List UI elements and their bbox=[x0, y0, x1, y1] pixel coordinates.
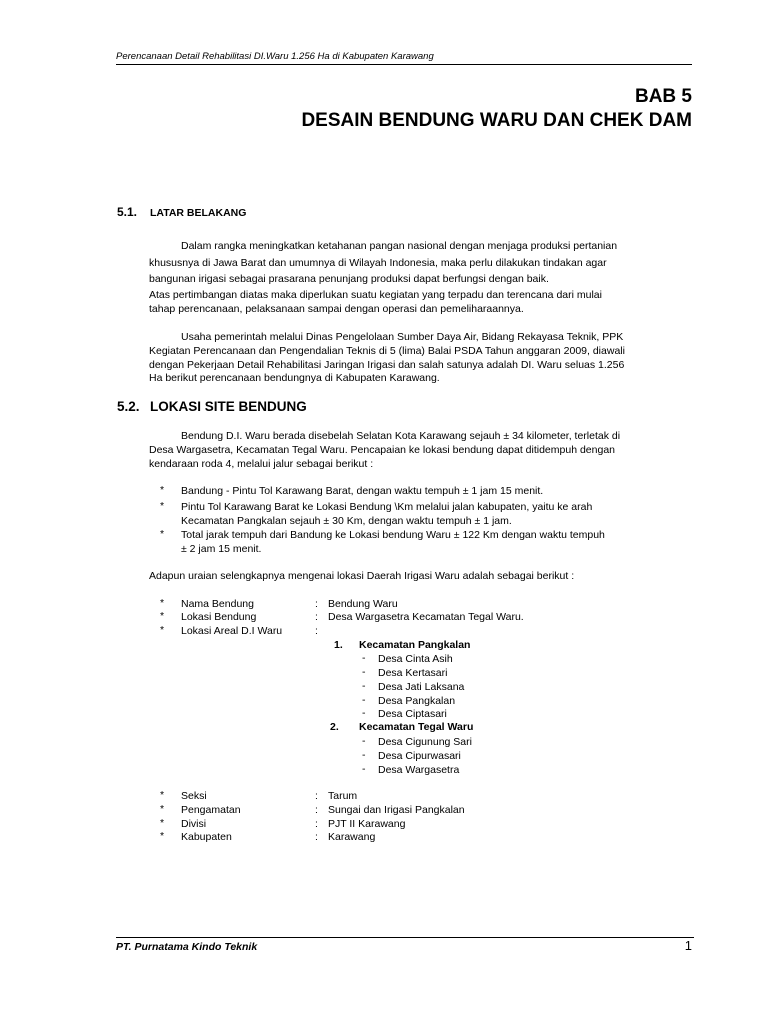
detail-marker: * bbox=[160, 803, 165, 815]
dash-marker: - bbox=[362, 763, 366, 775]
detail-label: Lokasi Bendung bbox=[181, 611, 257, 623]
detail-value: Desa Wargasetra Kecamatan Tegal Waru. bbox=[328, 611, 524, 623]
detail-value: Sungai dan Irigasi Pangkalan bbox=[328, 804, 465, 816]
desa-item: Desa Pangkalan bbox=[378, 695, 456, 707]
kecamatan-title: Kecamatan Pangkalan bbox=[359, 639, 471, 651]
dash-marker: - bbox=[362, 735, 366, 747]
footer-company: PT. Purnatama Kindo Teknik bbox=[116, 941, 258, 953]
dash-marker: - bbox=[362, 749, 366, 761]
section-number: 5.2. bbox=[117, 399, 140, 414]
list-number: 1. bbox=[334, 639, 343, 651]
detail-marker: * bbox=[160, 624, 165, 636]
paragraph-line: Atas pertimbangan diatas maka diperlukan suatu kegiatan yang terpadu dan terencana dari mulai bbox=[149, 289, 602, 301]
intro-line: Adapun uraian selengkapnya mengenai lokasi Daerah Irigasi Waru adalah sebagai berikut : bbox=[149, 570, 575, 582]
paragraph-line: tahap perencanaan, pelaksanaan sampai dengan operasi dan pemeliharaannya. bbox=[149, 303, 524, 315]
detail-separator: : bbox=[315, 818, 318, 830]
bullet-item bbox=[181, 485, 670, 499]
dash-marker: - bbox=[362, 666, 366, 678]
chapter-title: DESAIN BENDUNG WARU DAN CHEK DAM bbox=[301, 110, 692, 131]
detail-value: PJT II Karawang bbox=[328, 818, 406, 830]
detail-separator: : bbox=[315, 611, 318, 623]
dash-marker: - bbox=[362, 694, 366, 706]
detail-marker: * bbox=[160, 610, 165, 622]
page-number: 1 bbox=[684, 938, 692, 953]
paragraph-line: Usaha pemerintah melalui Dinas Pengelolaan Sumber Daya Air, Bidang Rekayasa Teknik, PPK bbox=[181, 331, 624, 343]
detail-marker: * bbox=[160, 830, 165, 842]
detail-label: Seksi bbox=[181, 790, 207, 802]
detail-marker: * bbox=[160, 817, 165, 829]
paragraph-line: Bendung D.I. Waru berada disebelah Selatan Kota Karawang sejauh ± 34 kilometer, terletak di bbox=[181, 430, 621, 442]
desa-item: Desa Ciptasari bbox=[378, 708, 447, 720]
paragraph-line: khususnya di Jawa Barat dan umumnya di Wilayah Indonesia, maka perlu dilakukan tindakan agar bbox=[149, 257, 607, 269]
detail-separator: : bbox=[315, 790, 318, 802]
detail-label: Kabupaten bbox=[181, 831, 232, 843]
paragraph-line: dengan Pekerjaan Detail Rehabilitasi Jaringan Irigasi dan salah satunya adalah DI. Waru seluas 1.256 bbox=[149, 359, 625, 371]
kecamatan-title: Kecamatan Tegal Waru bbox=[359, 721, 474, 733]
paragraph-line: kendaraan roda 4, melalui jalur sebagai berikut : bbox=[149, 458, 374, 470]
section-number: 5.1. bbox=[117, 205, 138, 219]
section-title: LOKASI SITE BENDUNG bbox=[150, 399, 307, 414]
detail-marker: * bbox=[160, 597, 165, 609]
detail-label: Pengamatan bbox=[181, 804, 241, 816]
detail-label: Divisi bbox=[181, 818, 207, 830]
dash-marker: - bbox=[362, 652, 366, 664]
paragraph-line: bangunan irigasi sebagai prasarana penunjang produksi dapat berfungsi dengan baik. bbox=[149, 273, 549, 285]
running-header: Perencanaan Detail Rehabilitasi DI.Waru 1.256 Ha di Kabupaten Karawang bbox=[116, 51, 434, 62]
header-rule bbox=[116, 64, 692, 65]
desa-item: Desa Kertasari bbox=[378, 667, 448, 679]
bullet-marker: * bbox=[160, 528, 165, 540]
detail-label: Lokasi Areal D.I Waru bbox=[181, 625, 283, 637]
paragraph-line: Desa Wargasetra, Kecamatan Tegal Waru. Pencapaian ke lokasi bendung dapat ditidempuh dengan bbox=[149, 444, 615, 456]
bullet-line: Kecamatan Pangkalan sejauh ± 30 Km, dengan waktu tempuh ± 1 jam. bbox=[181, 515, 512, 527]
desa-item: Desa Wargasetra bbox=[378, 764, 460, 776]
detail-separator: : bbox=[315, 831, 318, 843]
detail-value: Tarum bbox=[328, 790, 358, 802]
footer-rule bbox=[116, 937, 694, 938]
desa-item: Desa Jati Laksana bbox=[378, 681, 465, 693]
paragraph-line: Kegiatan Perencanaan dan Pengendalian Teknis di 5 (lima) Balai PSDA Tahun anggaran 2009, diawali bbox=[149, 345, 625, 357]
bullet-marker: * bbox=[160, 500, 165, 512]
bullet-line: Bandung - Pintu Tol Karawang Barat, dengan waktu tempuh ± 1 jam 15 menit. bbox=[181, 485, 544, 497]
desa-item: Desa Cipurwasari bbox=[378, 750, 461, 762]
detail-label: Nama Bendung bbox=[181, 598, 254, 610]
detail-separator: : bbox=[315, 625, 318, 637]
dash-marker: - bbox=[362, 707, 366, 719]
detail-value: Bendung Waru bbox=[328, 598, 398, 610]
detail-value: Karawang bbox=[328, 831, 376, 843]
detail-separator: : bbox=[315, 598, 318, 610]
bullet-line: ± 2 jam 15 menit. bbox=[181, 543, 262, 555]
bullet-line: Pintu Tol Karawang Barat ke Lokasi Bendung \Km melalui jalan kabupaten, yaitu ke arah bbox=[181, 501, 593, 513]
bullet-line: Total jarak tempuh dari Bandung ke Lokasi bendung Waru ± 122 Km dengan waktu tempuh bbox=[181, 529, 605, 541]
section-title: LATAR BELAKANG bbox=[150, 207, 247, 219]
bullet-marker: * bbox=[160, 484, 165, 496]
detail-marker: * bbox=[160, 789, 165, 801]
desa-item: Desa Cinta Asih bbox=[378, 653, 453, 665]
detail-separator: : bbox=[315, 804, 318, 816]
paragraph-line: Dalam rangka meningkatkan ketahanan pangan nasional dengan menjaga produksi pertanian bbox=[181, 240, 618, 252]
chapter-number: BAB 5 bbox=[634, 86, 692, 107]
list-number: 2. bbox=[330, 721, 339, 733]
desa-item: Desa Cigunung Sari bbox=[378, 736, 472, 748]
dash-marker: - bbox=[362, 680, 366, 692]
paragraph-line: Ha berikut perencanaan bendungnya di Kabupaten Karawang. bbox=[149, 372, 440, 384]
